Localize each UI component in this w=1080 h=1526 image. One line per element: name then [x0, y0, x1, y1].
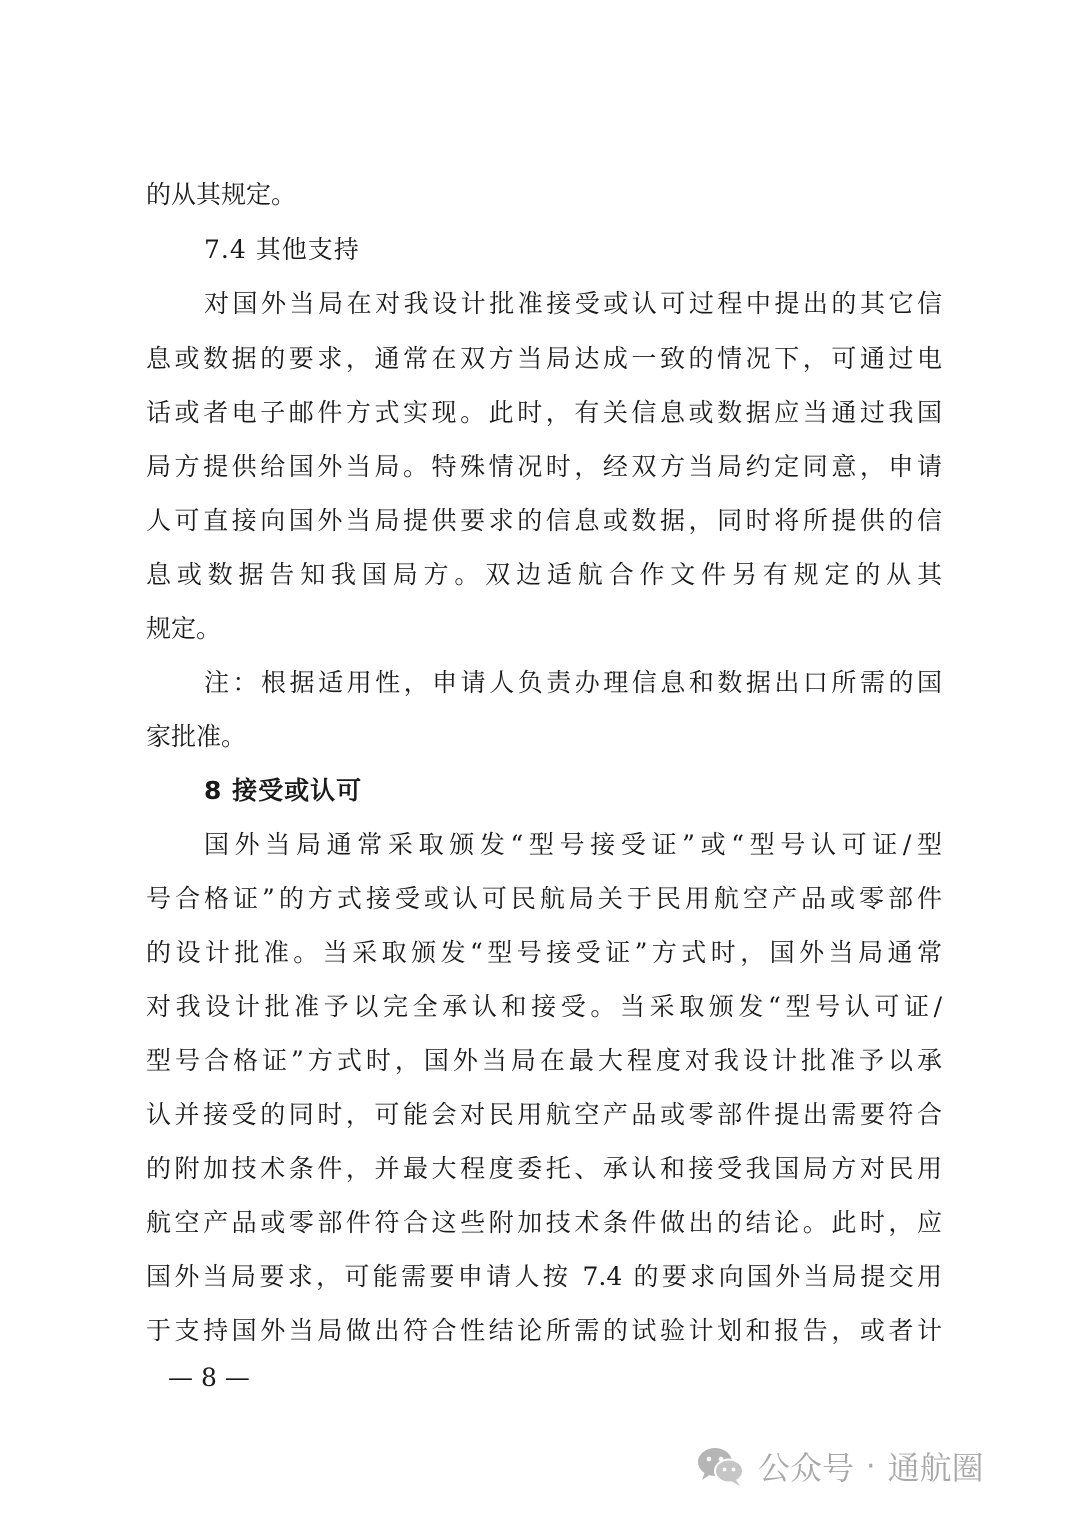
watermark-label: 公众号 [758, 1449, 855, 1487]
watermark-separator: · [866, 1448, 876, 1484]
text-line: 型号合格证”方式时，国外当局在最大程度对我设计批准予以承 [146, 1046, 942, 1075]
note-line: 注：根据适用性，申请人负责办理信息和数据出口所需的国 [204, 668, 942, 697]
text-line: 的从其规定。 [146, 180, 297, 209]
text-line: 认并接受的同时，可能会对民用航空产品或零部件提出需要符合 [146, 1100, 942, 1129]
text-line: 于支持国外当局做出符合性结论所需的试验计划和报告，或者计 [146, 1316, 942, 1345]
text-line: 局方提供给国外当局。特殊情况时，经双方当局约定同意，申请 [146, 452, 942, 481]
text-line: 对国外当局在对我设计批准接受或认可过程中提出的其它信 [204, 289, 942, 318]
text-line: 人可直接向国外当局提供要求的信息或数据，同时将所提供的信 [146, 506, 942, 535]
text-line: 话或者电子邮件方式实现。此时，有关信息或数据应当通过我国 [146, 398, 942, 427]
watermark-account: 通航圈 [887, 1449, 984, 1487]
text-line: 航空产品或零部件符合这些附加技术条件做出的结论。此时，应 [146, 1208, 942, 1237]
section-heading-8: 8 接受或认可 [204, 776, 363, 805]
wechat-watermark [696, 1438, 984, 1494]
text-line: 息或数据告知我国局方。双边适航合作文件另有规定的从其 [146, 560, 942, 589]
text-line: 的设计批准。当采取颁发“型号接受证”方式时，国外当局通常 [146, 938, 942, 967]
text-line: 国外当局通常采取颁发“型号接受证”或“型号认可证/型 [204, 830, 942, 859]
text-line: 的附加技术条件，并最大程度委托、承认和接受我国局方对民用 [146, 1154, 942, 1183]
wechat-icon [696, 1445, 746, 1487]
text-line: 对我设计批准予以完全承认和接受。当采取颁发“型号认可证/ [146, 992, 942, 1021]
text-line: 国外当局要求，可能需要申请人按 7.4 的要求向国外当局提交用 [146, 1262, 942, 1291]
text-line: 规定。 [146, 614, 222, 643]
text-line: 号合格证”的方式接受或认可民航局关于民用航空产品或零部件 [146, 884, 942, 913]
page-number: — 8 — [168, 1363, 250, 1392]
note-line: 家批准。 [146, 722, 247, 751]
section-heading-7-4: 7.4 其他支持 [204, 235, 360, 264]
text-line: 息或数据的要求，通常在双方当局达成一致的情况下，可通过电 [146, 344, 942, 373]
